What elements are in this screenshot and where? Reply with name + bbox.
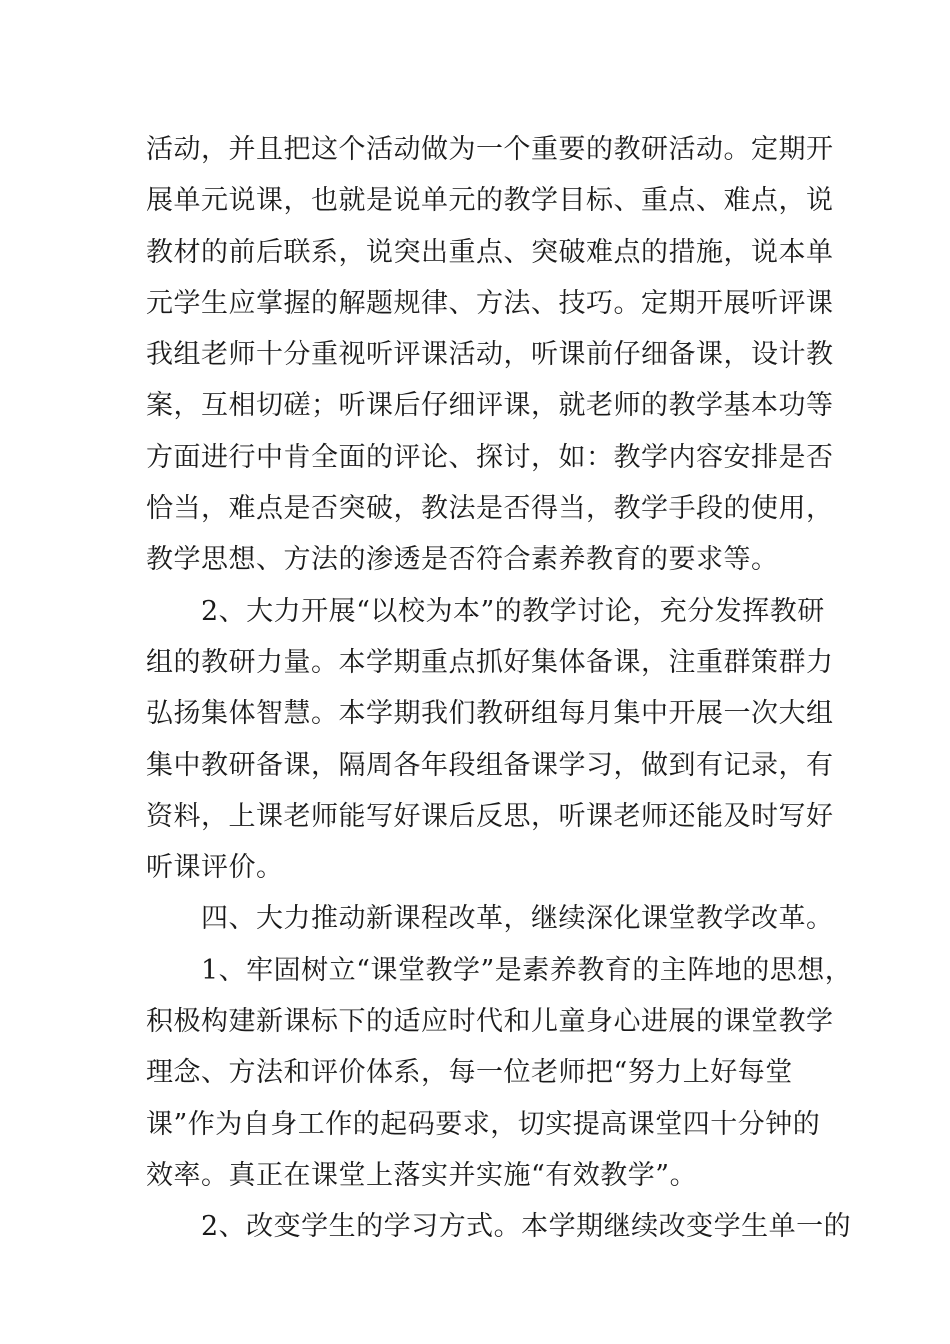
document-body [146,124,853,1253]
text-line: 集中教研备课，隔周各年段组备课学习，做到有记录，有 [146,749,834,781]
text-line: 积极构建新课标下的适应时代和儿童身心进展的课堂教学 [146,1006,834,1038]
text-line: 听课评价。 [146,852,284,884]
text-line: 元学生应掌握的解题规律、方法、技巧。定期开展听评课 [146,287,834,319]
text-line: 效率。真正在课堂上落实并实施“有效教学”。 [146,1159,698,1191]
text-line: 案，互相切磋；听课后仔细评课，就老师的教学基本功等 [146,390,834,422]
section-heading: 四、大力推动新课程改革，继续深化课堂教学改革。 [146,903,834,935]
text-line: 组的教研力量。本学期重点抓好集体备课，注重群策群力 [146,646,834,678]
text-line: 教学思想、方法的渗透是否符合素养教育的要求等。 [146,544,779,576]
text-line: 教材的前后联系，说突出重点、突破难点的措施，说本单 [146,236,834,268]
text-line: 理念、方法和评价体系，每一位老师把“努力上好每堂 [146,1057,793,1089]
text-line: 2、大力开展“以校为本”的教学讨论，充分发挥教研 [146,595,825,627]
text-line: 资料，上课老师能写好课后反思，听课老师还能及时写好 [146,800,834,832]
text-line: 我组老师十分重视听评课活动，听课前仔细备课，设计教 [146,339,834,371]
text-line: 恰当，难点是否突破，教法是否得当，教学手段的使用， [146,493,834,525]
text-line: 方面进行中肯全面的评论、探讨，如：教学内容安排是否 [146,441,834,473]
text-line: 课”作为自身工作的起码要求，切实提高课堂四十分钟的 [146,1108,821,1140]
text-line: 活动，并且把这个活动做为一个重要的教研活动。定期开 [146,134,834,165]
text-line: 1、牢固树立“课堂教学”是素养教育的主阵地的思想， [146,954,853,986]
text-line: 2、改变学生的学习方式。本学期继续改变学生单一的 [146,1211,852,1243]
text-line: 展单元说课，也就是说单元的教学目标、重点、难点，说 [146,185,834,217]
text-line: 弘扬集体智慧。本学期我们教研组每月集中开展一次大组 [146,698,834,730]
